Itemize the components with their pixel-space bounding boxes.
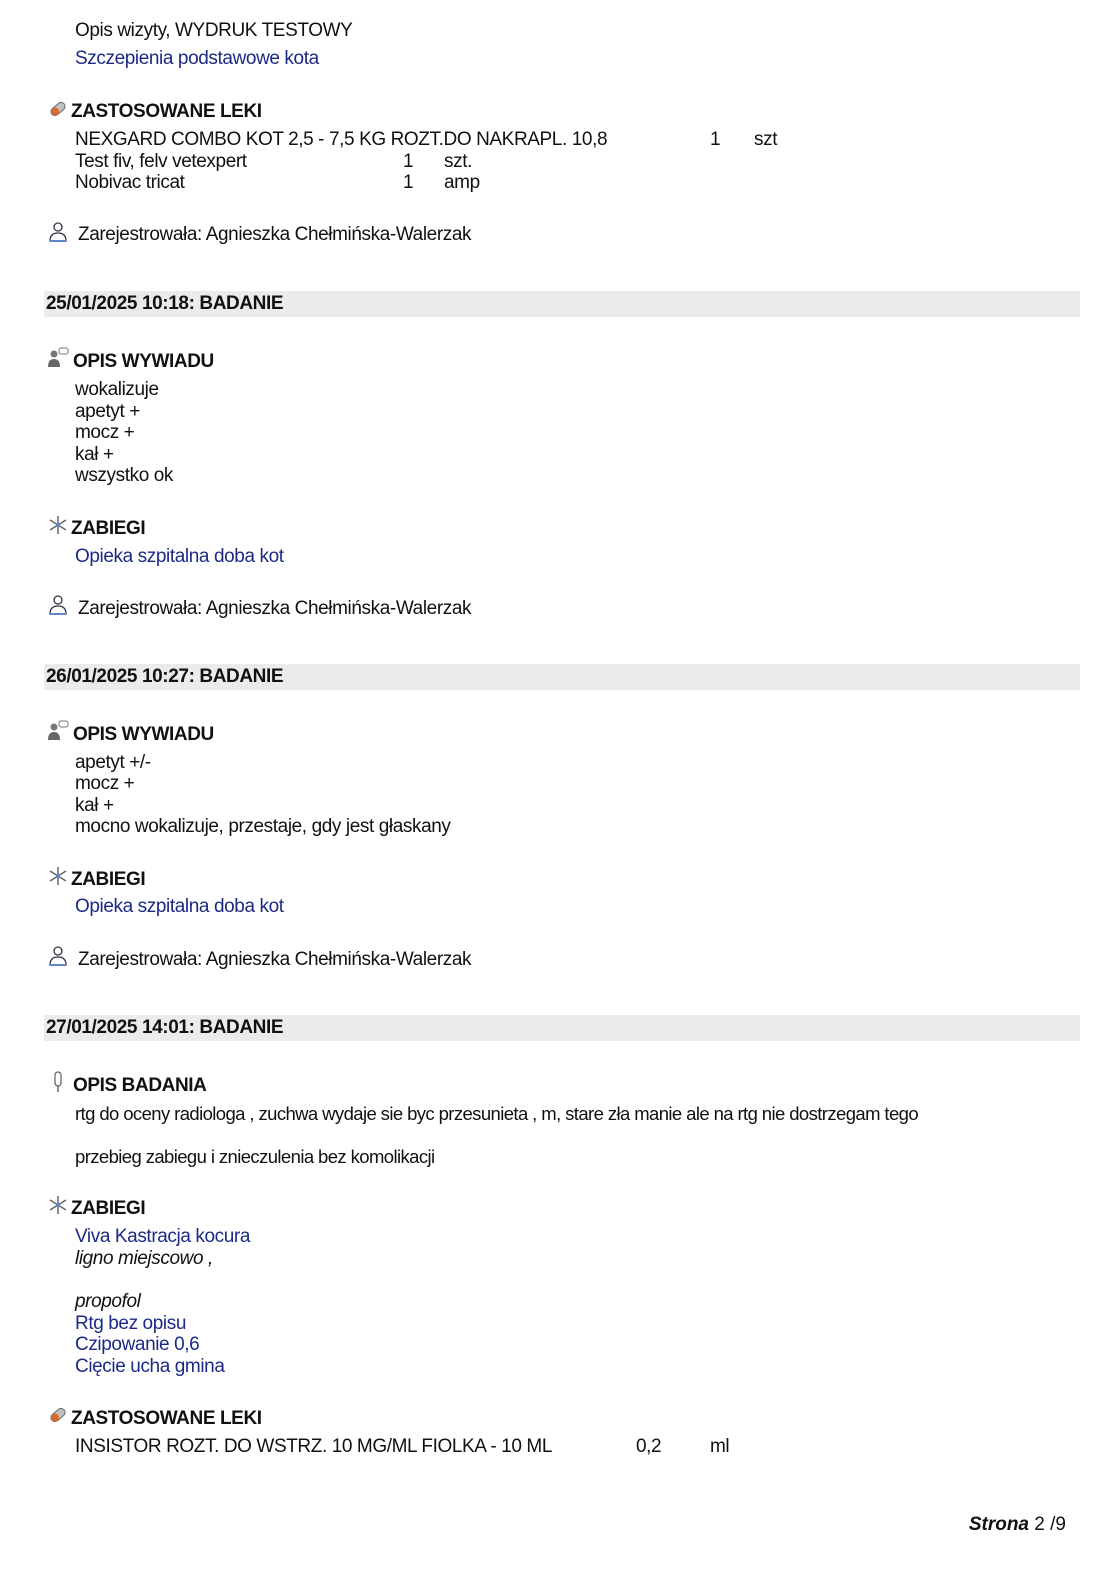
med-unit: szt xyxy=(754,129,778,150)
procedure-link[interactable]: Opieka szpitalna doba kot xyxy=(75,546,284,567)
page-label: Strona xyxy=(968,1514,1029,1535)
interview-line: wszystko ok xyxy=(75,465,174,486)
procedures-heading: ZABIEGI xyxy=(71,869,146,890)
med-qty: 1 xyxy=(403,172,414,193)
med-qty: 0,2 xyxy=(636,1436,662,1457)
procedure-note: ligno miejscowo , xyxy=(75,1248,213,1269)
procedure-icon xyxy=(47,1194,69,1216)
interview-line: mocz + xyxy=(75,773,135,794)
visit-description-title: Opis wizyty, WYDRUK TESTOWY xyxy=(75,20,353,41)
procedure-link[interactable]: Rtg bez opisu xyxy=(75,1313,186,1334)
registered-by: Zarejestrowała: Agnieszka Chełmińska-Walerzak xyxy=(78,224,472,245)
med-name: Nobivac tricat xyxy=(75,172,185,193)
interview-line: apetyt +/- xyxy=(75,752,151,773)
exam-icon xyxy=(47,1071,69,1093)
procedure-link[interactable]: Viva Kastracja kocura xyxy=(75,1226,251,1247)
med-name: NEXGARD COMBO KOT 2,5 - 7,5 KG ROZT.DO NAKRAPL. 10,8 xyxy=(75,129,608,150)
page-total: 9 xyxy=(1055,1514,1066,1535)
registered-by: Zarejestrowała: Agnieszka Chełmińska-Walerzak xyxy=(78,949,472,970)
med-unit: amp xyxy=(444,172,480,193)
visit-header: 25/01/2025 10:18: BADANIE xyxy=(46,293,284,314)
page-number: 2 xyxy=(1034,1514,1045,1535)
interview-line: wokalizuje xyxy=(75,379,159,400)
person-icon xyxy=(47,221,69,243)
registered-by: Zarejestrowała: Agnieszka Chełmińska-Walerzak xyxy=(78,598,472,619)
exam-line: przebieg zabiegu i znieczulenia bez komolikacji xyxy=(75,1146,435,1167)
procedure-link[interactable]: Opieka szpitalna doba kot xyxy=(75,896,284,917)
exam-line: rtg do oceny radiologa , zuchwa wydaje sie byc przesunieta , m, stare zła manie ale na rtg nie dostrzegam tego xyxy=(75,1103,919,1124)
interview-line: kał + xyxy=(75,795,114,816)
visit-header-bar xyxy=(44,664,1080,690)
interview-line: apetyt + xyxy=(75,401,140,422)
visit-header-bar xyxy=(44,291,1080,317)
interview-line: mocno wokalizuje, przestaje, gdy jest głaskany xyxy=(75,816,451,837)
procedure-icon xyxy=(47,514,69,536)
person-icon xyxy=(47,594,69,616)
interview-line: kał + xyxy=(75,444,114,465)
interview-icon xyxy=(47,720,69,742)
pill-icon xyxy=(47,1404,69,1426)
med-name: Test fiv, felv vetexpert xyxy=(75,151,247,172)
med-qty: 1 xyxy=(403,151,414,172)
visit-header-bar xyxy=(44,1015,1080,1041)
visit-header: 27/01/2025 14:01: BADANIE xyxy=(46,1017,284,1038)
meds-heading: ZASTOSOWANE LEKI xyxy=(71,101,262,122)
med-unit: szt. xyxy=(444,151,472,172)
med-unit: ml xyxy=(710,1436,730,1457)
procedure-note: propofol xyxy=(75,1291,141,1312)
page-counter xyxy=(969,1514,1066,1536)
meds-heading: ZASTOSOWANE LEKI xyxy=(71,1408,262,1429)
procedures-heading: ZABIEGI xyxy=(71,1198,146,1219)
med-qty: 1 xyxy=(710,129,721,150)
interview-heading: OPIS WYWIADU xyxy=(73,351,214,372)
med-name: INSISTOR ROZT. DO WSTRZ. 10 MG/ML FIOLKA - 10 ML xyxy=(75,1436,552,1457)
person-icon xyxy=(47,945,69,967)
procedure-icon xyxy=(47,865,69,887)
procedure-link[interactable]: Cięcie ucha gmina xyxy=(75,1356,225,1377)
procedure-link[interactable]: Czipowanie 0,6 xyxy=(75,1334,200,1355)
page-separator: / xyxy=(1050,1514,1056,1535)
procedure-link[interactable]: Szczepienia podstawowe kota xyxy=(75,48,319,69)
interview-line: mocz + xyxy=(75,422,135,443)
interview-icon xyxy=(47,347,69,369)
procedures-heading: ZABIEGI xyxy=(71,518,146,539)
interview-heading: OPIS WYWIADU xyxy=(73,724,214,745)
exam-heading: OPIS BADANIA xyxy=(73,1075,207,1096)
pill-icon xyxy=(47,98,69,120)
visit-header: 26/01/2025 10:27: BADANIE xyxy=(46,666,284,687)
